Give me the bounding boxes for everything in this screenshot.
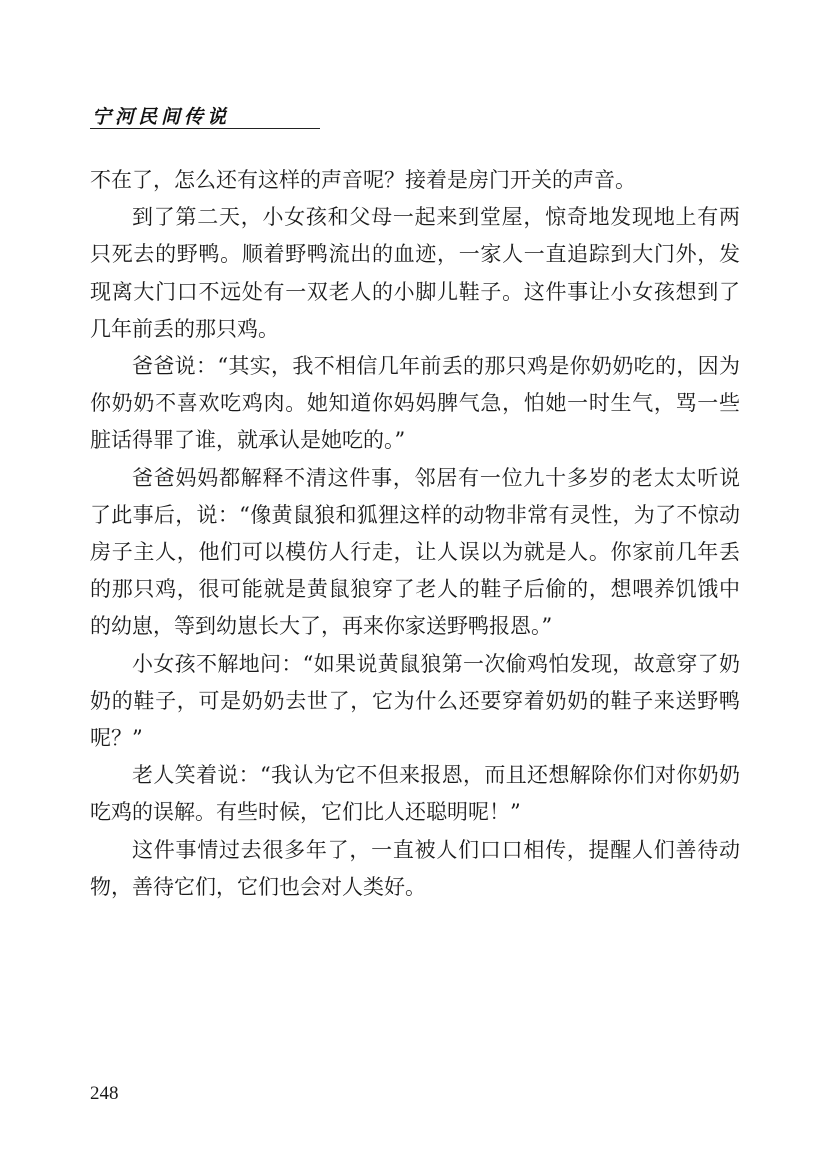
book-title: 宁河民间传说: [92, 106, 231, 128]
paragraph: 爸爸妈妈都解释不清这件事，邻居有一位九十多岁的老太太听说了此事后，说：“像黄鼠狼和狐狸这样的动物非常有灵性，为了不惊动房子主人，他们可以模仿人行走，让人误以为就是人。你家前几年丢的那只鸡，很可能就是黄鼠狼穿了老人的鞋子后偷的，想喂养饥饿中的幼崽，等到幼崽长大了，再来你家送野鸭报恩。”: [90, 465, 740, 639]
paragraph: 到了第二天，小女孩和父母一起来到堂屋，惊奇地发现地上有两只死去的野鸭。顺着野鸭流出的血迹，一家人一直追踪到大门外，发现离大门口不远处有一双老人的小脚儿鞋子。这件事让小女孩想到了几年前丢的那只鸡。: [90, 205, 740, 341]
body-text: [90, 162, 740, 906]
paragraph: 小女孩不解地问：“如果说黄鼠狼第一次偷鸡怕发现，故意穿了奶奶的鞋子，可是奶奶去世了，它为什么还要穿着奶奶的鞋子来送野鸭呢？”: [90, 651, 740, 751]
paragraph: 爸爸说：“其实，我不相信几年前丢的那只鸡是你奶奶吃的，因为你奶奶不喜欢吃鸡肉。她知道你妈妈脾气急，怕她一时生气，骂一些脏话得罪了谁，就承认是她吃的。”: [90, 354, 740, 453]
paragraph: 这件事情过去很多年了，一直被人们口口相传，提醒人们善待动物，善待它们，它们也会对人类好。: [90, 837, 740, 899]
paragraph: 老人笑着说：“我认为它不但来报恩，而且还想解除你们对你奶奶吃鸡的误解。有些时候，它们比人还聪明呢！”: [90, 763, 740, 825]
running-header: [90, 100, 320, 129]
paragraph-continued: 不在了，怎么还有这样的声音呢？接着是房门开关的声音。: [90, 168, 636, 192]
page-number: 248: [90, 1083, 119, 1104]
